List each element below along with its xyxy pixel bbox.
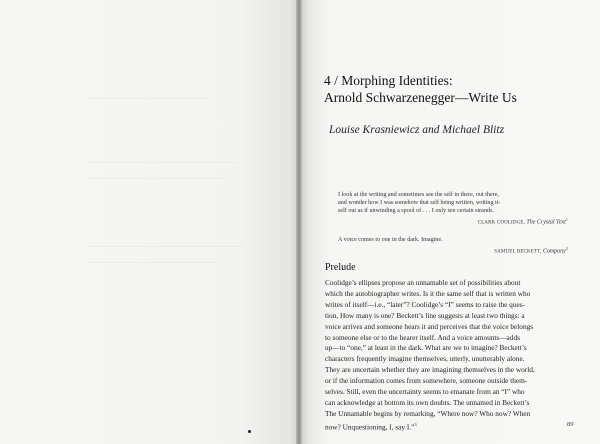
show-through-line: [88, 178, 228, 179]
epigraph: [338, 236, 568, 256]
show-through-line: [88, 98, 208, 99]
footnote-ref[interactable]: 3: [414, 421, 417, 427]
epigraph-line: I look at the writing and sometimes see the self in there, out there,: [338, 192, 499, 198]
body-line: They are uncertain whether they are imagining themselves in the world,: [325, 365, 535, 375]
body-line-text: now? Unquestioning, I, say I.”: [325, 422, 415, 432]
body-line: which the autobiographer writes. Is it the same self that is written who: [325, 288, 531, 298]
body-line: or if the information comes from somewhere, someone outside them-: [325, 376, 528, 386]
attribution-author: CLARK COOLIDGE,: [477, 220, 525, 226]
show-through-line: [88, 262, 218, 263]
body-line: can acknowledge at bottom its own doubts. The unnamed in Beckett’s: [325, 397, 530, 407]
chapter-title-line: 4 / Morphing Identities:: [324, 73, 453, 88]
footnote-ref[interactable]: 1: [565, 216, 568, 222]
body-text: [325, 278, 577, 433]
body-line: [325, 420, 577, 433]
epigraph-line: and wonder how I was somehow that self being written, writing it-: [338, 200, 501, 207]
epigraph-line: self out as if unwinding a spool of . . . I only see certain strands.: [338, 208, 494, 215]
epigraph-line: A voice comes to one in the dark. Imagine.: [338, 237, 443, 243]
body-line: Coolidge’s ellipses propose an unnamable set of possibilities about: [325, 278, 521, 287]
body-line: selves. Still, even the uncertainty seems to emanate from an “I” who: [325, 387, 525, 397]
left-page: [0, 0, 299, 444]
chapter-title-line: Arnold Schwarzenegger—Write Us: [324, 90, 517, 105]
attribution-source: The Crystal Text: [526, 219, 566, 226]
body-line: writes of itself—i.e., “later”? Coolidge’s “I” seems to raise the ques-: [325, 299, 525, 309]
attribution-source: Company: [542, 248, 566, 255]
body-line: characters frequently imagine themselves, utterly, unutterably alone.: [325, 354, 525, 364]
epigraph-attribution: [338, 216, 568, 228]
section-heading: Prelude: [325, 262, 356, 273]
footnote-ref[interactable]: 2: [565, 245, 568, 251]
body-line: The Unnamable begins by remarking, “Where now? Who now? When: [325, 408, 531, 418]
page-number: 89: [567, 421, 574, 428]
epigraph: [338, 191, 568, 228]
attribution-author: SAMUEL BECKETT,: [494, 249, 542, 255]
book-gutter: [296, 0, 302, 444]
body-line: tion, How many is one? Beckett’s line suggests at least two things: a: [325, 310, 525, 320]
chapter-authors: Louise Krasniewicz and Michael Blitz: [329, 124, 505, 136]
body-line: voice arrives and someone hears it and perceives that the voice belongs: [325, 321, 534, 331]
epigraph-attribution: [338, 245, 568, 257]
chapter-title: [324, 72, 574, 106]
body-line: to someone else or to the hearer itself. And a voice amounts—adds: [325, 332, 520, 342]
paper-speck: [248, 430, 251, 433]
show-through-line: [88, 246, 243, 247]
show-through-line: [88, 162, 238, 163]
body-line: up—to “one,” at least in the dark. What are we to imagine? Beckett’s: [325, 343, 527, 353]
